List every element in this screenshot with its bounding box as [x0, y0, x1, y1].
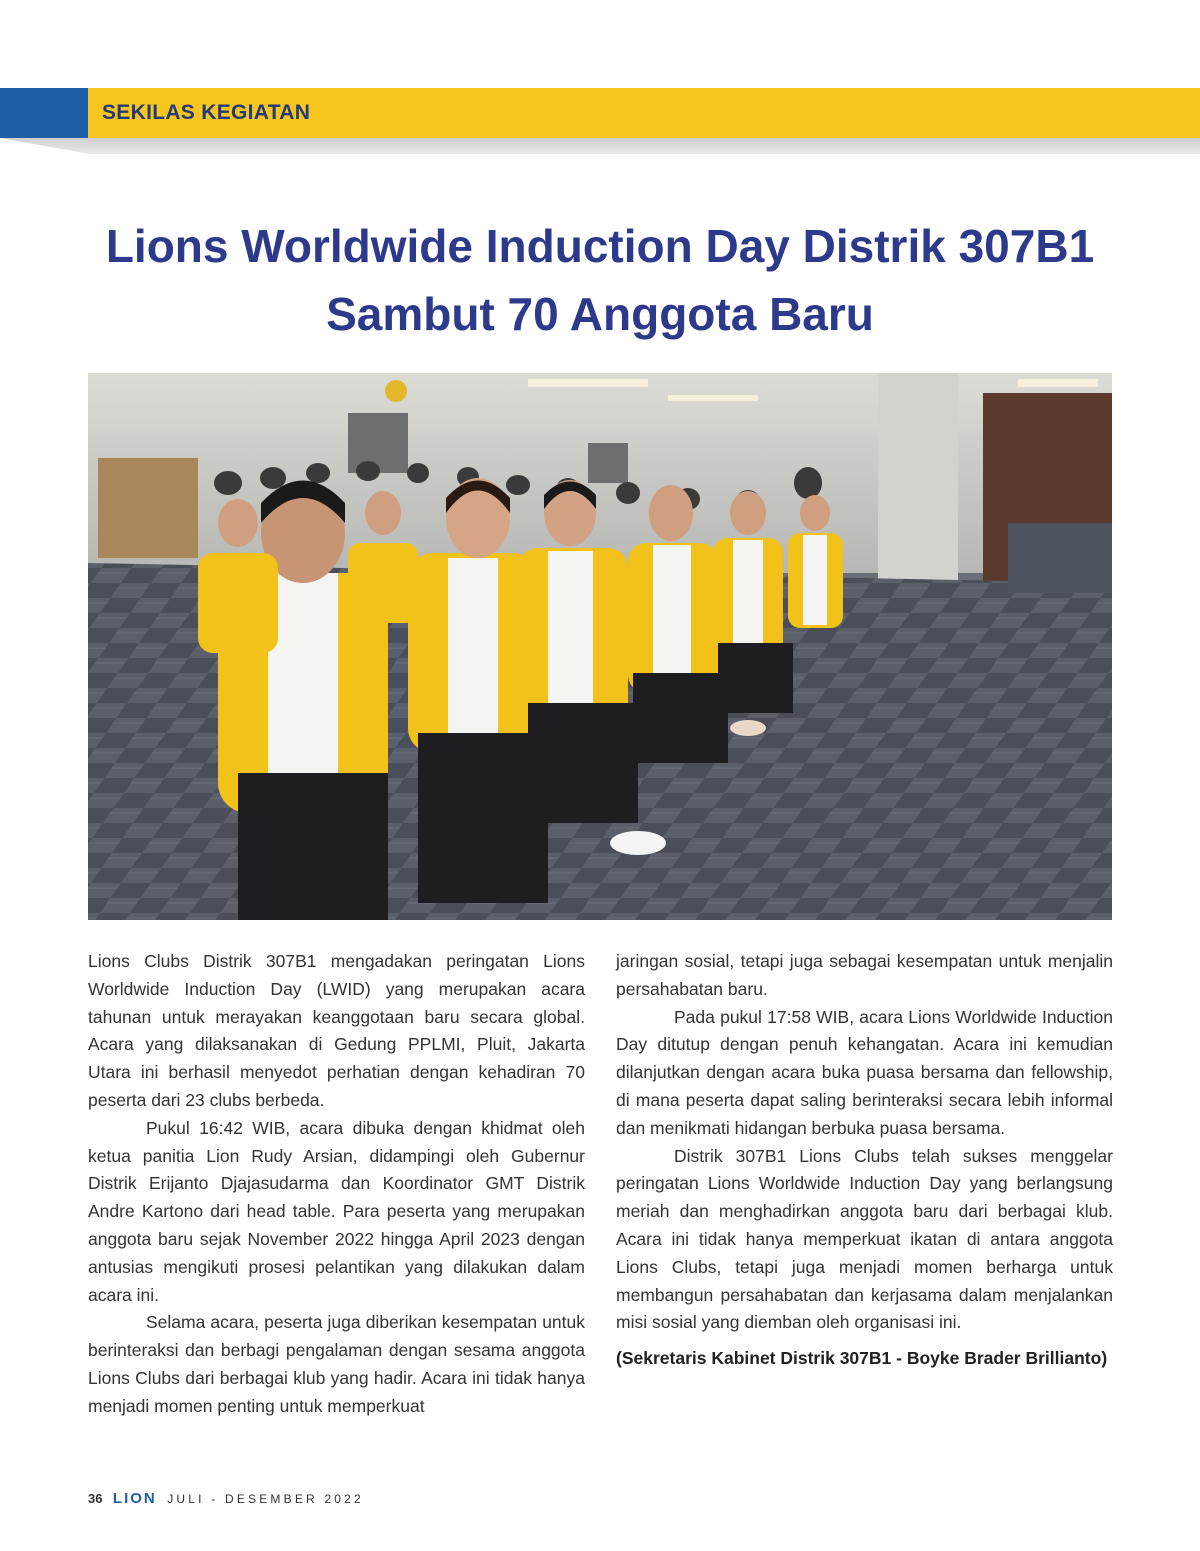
article-title	[60, 212, 1140, 348]
article-byline: (Sekretaris Kabinet Distrik 307B1 - Boyke Brader Brillianto)	[616, 1348, 1108, 1369]
paragraph-left-3: Selama acara, peserta juga diberikan kesempatan untuk berinteraksi dan berbagi pengalaman dengan sesama anggota Lions Clubs dari berbagai klub yang hadir. Acara ini tidak hanya menjadi momen penting untuk memperkuat	[88, 1312, 585, 1416]
title-line-2: Sambut 70 Anggota Baru	[326, 288, 874, 340]
paragraph-right-1: jaringan sosial, tetapi juga sebagai kesempatan untuk menjalin persahabatan baru.	[616, 951, 1113, 999]
article-column-right	[616, 948, 1113, 1373]
banner-shadow	[0, 138, 1200, 154]
article-column-left	[88, 948, 585, 1421]
section-banner	[0, 88, 1200, 138]
page-footer	[88, 1488, 364, 1510]
banner-blue-block	[0, 88, 88, 138]
paragraph-left-1: Lions Clubs Distrik 307B1 mengadakan peringatan Lions Worldwide Induction Day (LWID) yang merupakan acara tahunan untuk merayakan keanggotaan baru secara global. Acara yang dilaksanakan di Gedung PPLMI, Pluit, Jakarta Utara ini berhasil menyedot perhatian dengan kehadiran 70 peserta dari 23 clubs berbeda.	[88, 951, 585, 1110]
page-number: 36	[88, 1491, 103, 1506]
section-label: SEKILAS KEGIATAN	[102, 101, 311, 124]
paragraph-right-2: Pada pukul 17:58 WIB, acara Lions Worldwide Induction Day ditutup dengan penuh kehangatan. Acara ini kemudian dilanjutkan dengan acara buka puasa bersama dan fellowship, di mana peserta dapat saling berinteraksi secara lebih informal dan menikmati hidangan berbuka puasa bersama.	[616, 1006, 1113, 1138]
title-line-1: Lions Worldwide Induction Day Distrik 307B1	[105, 220, 1095, 272]
paragraph-left-2: Pukul 16:42 WIB, acara dibuka dengan khidmat oleh ketua panitia Lion Rudy Arsian, didampingi oleh Gubernur Distrik Erijanto Djajasudarma dan Koordinator GMT Distrik Andre Kartono dari head table. Para peserta yang merupakan anggota baru sejak November 2022 hingga April 2023 dengan antusias mengikuti prosesi pelantikan yang dilakukan dalam acara ini.	[88, 1117, 585, 1305]
issue-date: JULI - DESEMBER 2022	[167, 1492, 364, 1506]
paragraph-right-3: Distrik 307B1 Lions Clubs telah sukses menggelar peringatan Lions Worldwide Induction Day yang berlangsung meriah dan menghadirkan anggota baru dari berbagai klub. Acara ini tidak hanya memperkuat ikatan di antara anggota Lions Clubs, tetapi juga menjadi momen berharga untuk membangun persahabatan dan kerjasama dalam menjalankan misi sosial yang diemban oleh organisasi ini.	[616, 1145, 1113, 1333]
magazine-name: LION	[112, 1490, 157, 1507]
event-photo	[88, 373, 1112, 920]
